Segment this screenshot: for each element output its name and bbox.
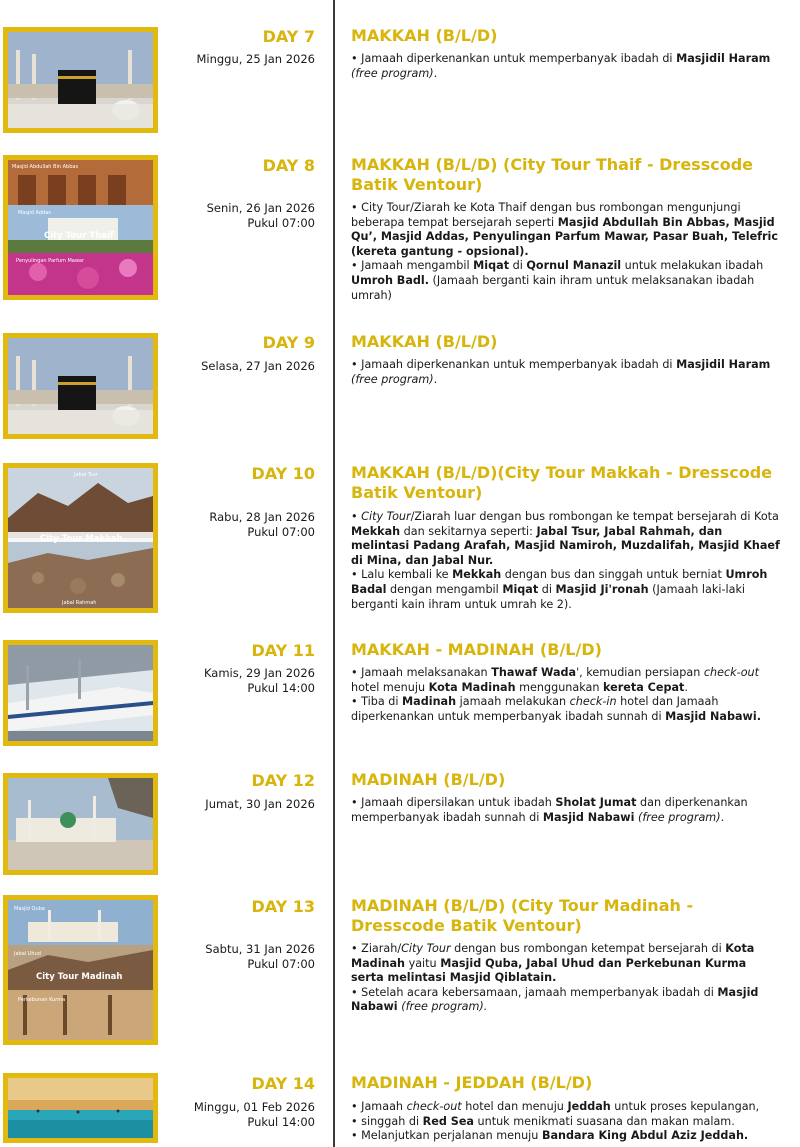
image-caption: City Tour Madinah (36, 972, 123, 982)
image-label: Perkebunan Kurma (18, 997, 66, 1003)
bullet-text: Masjidil Haram (676, 52, 771, 65)
bullet-point (351, 568, 781, 612)
date-text: Kamis, 29 Jan 2026 (203, 666, 315, 680)
bullet-text: /Ziarah luar dengan bus rombongan ke tempat bersejarah di Kota (410, 510, 779, 523)
kaaba-image (3, 27, 158, 133)
bullet-text: • Jamaah (351, 1100, 407, 1113)
itinerary-day-14 (0, 1070, 800, 1147)
itinerary-day-13 (0, 895, 800, 1070)
bullet-text: untuk melakukan ibadah (621, 259, 764, 273)
bullet-text: • City Tour/Ziarah ke Kota Thaif dengan bus rombongan mengunjungi beberapa tempat bersejarah seperti (351, 201, 741, 229)
bullet-text: • Jamaah mengambil (351, 259, 474, 273)
high-speed-train-image (3, 640, 158, 746)
bullet-text: Masjid Nabawi (542, 810, 635, 824)
bullet-text: ', kemudian persiapan (576, 666, 704, 679)
bullet-text: Masjidil Haram (676, 358, 771, 371)
bullet-text: dengan bus dan singgah untuk berniat (501, 568, 726, 582)
day-date (194, 1100, 315, 1130)
day-description (351, 666, 781, 724)
bullet-text: . (684, 680, 688, 694)
bullet-point (351, 986, 781, 1015)
bullet-text: di (509, 259, 527, 273)
bullet-point (351, 201, 781, 259)
masjid-nabawi-image (3, 773, 158, 875)
day-number: DAY 11 (251, 641, 315, 660)
bullet-text: hotel dan Jamaah diperkenankan untuk memperbanyak ibadah sunnah di (351, 695, 719, 723)
bullet-text: Jeddah (567, 1100, 611, 1113)
bullet-text: Qornul Manazil (526, 259, 622, 273)
day-number: DAY 7 (262, 27, 315, 46)
bullet-text: Red Sea (422, 1114, 474, 1128)
bullet-text: • (351, 510, 362, 523)
day-title: MADINAH (B/L/D) (351, 770, 506, 789)
bullet-text: Bandara King Abdul Aziz Jeddah. (541, 1129, 749, 1143)
bullet-text: jamaah melakukan (456, 695, 570, 709)
bullet-text: • Jamaah diperkenankan untuk memperbanyak ibadah di (351, 52, 677, 65)
day-title: MAKKAH (B/L/D) (City Tour Thaif - Dresscode Batik Ventour) (351, 155, 753, 194)
bullet-text: check-in (569, 695, 617, 709)
bullet-text: (free program) (637, 810, 721, 824)
day-date (205, 942, 315, 972)
bullet-text: • Setelah acara kebersamaan, jamaah memperbanyak ibadah di (351, 985, 718, 999)
bullet-text: • singgah di (351, 1114, 423, 1128)
day-description (351, 1100, 781, 1144)
itinerary-day-11 (0, 640, 800, 770)
itinerary-day-7 (0, 0, 800, 140)
date-text: Jumat, 30 Jan 2026 (205, 797, 315, 811)
bullet-text: Kota Madinah (351, 942, 755, 970)
day-date (201, 359, 315, 374)
time-text: Pukul 14:00 (247, 681, 315, 695)
city-tour-makkah-image (3, 463, 158, 613)
day-date (204, 666, 315, 696)
time-text: Pukul 07:00 (247, 525, 315, 539)
bullet-text: Mekkah (452, 568, 502, 582)
red-sea-image (3, 1073, 158, 1143)
day-number: DAY 10 (251, 464, 315, 483)
bullet-point (351, 52, 781, 81)
city-tour-madinah-image (3, 895, 158, 1045)
date-text: Rabu, 28 Jan 2026 (209, 510, 315, 524)
image-label: Penyulingan Parfum Mawar (16, 258, 85, 264)
bullet-text: Miqat (502, 582, 539, 596)
bullet-text: • Lalu kembali ke (351, 568, 453, 582)
itinerary-day-10 (0, 460, 800, 640)
day-number: DAY 8 (262, 156, 315, 175)
bullet-point (351, 796, 781, 825)
bullet-text: dan sekitarnya seperti: (400, 524, 537, 538)
bullet-text: Umroh Badal (351, 568, 768, 596)
day-date (207, 201, 315, 231)
bullet-text: . (720, 810, 725, 824)
bullet-text: hotel menuju (351, 680, 429, 694)
image-label: Masjid Abdullah Bin Abbas (12, 164, 79, 170)
bullet-text: kereta Cepat (603, 680, 685, 694)
day-number: DAY 12 (251, 771, 315, 790)
date-text: Sabtu, 31 Jan 2026 (205, 942, 315, 956)
day-title: MAKKAH (B/L/D) (351, 26, 498, 45)
bullet-text: City Tour (361, 510, 411, 523)
bullet-text: check-out (703, 666, 760, 679)
image-label: Jabal Tsur (74, 472, 98, 478)
day-number: DAY 9 (262, 333, 315, 352)
bullet-point (351, 695, 781, 724)
day-title: MAKKAH (B/L/D)(City Tour Makkah - Dresscode Batik Ventour) (351, 463, 773, 502)
bullet-text: Masjid Quba, Jabal Uhud dan Perkebunan Kurma serta melintasi Masjid Qiblatain. (351, 956, 747, 985)
bullet-text: (Jamaah laki-laki berganti kain ihram untuk umrah ke 2). (351, 582, 746, 611)
bullet-text: hotel dan menuju (461, 1100, 568, 1113)
bullet-text: Sholat Jumat (555, 796, 637, 809)
bullet-text: Umroh Badl. (351, 273, 429, 287)
bullet-text: dan diperkenankan memperbanyak ibadah sunnah di (351, 796, 748, 824)
image-label: Masjid Quba (14, 906, 45, 912)
bullet-text: • Melanjutkan perjalanan menuju (351, 1129, 542, 1143)
bullet-point (351, 942, 781, 986)
image-label: Jabal Rahmah (62, 600, 97, 606)
bullet-text: • Jamaah melaksanakan (351, 666, 492, 679)
day-number: DAY 13 (251, 897, 315, 916)
day-date (196, 52, 315, 67)
day-number: DAY 14 (251, 1074, 315, 1093)
bullet-text: check-out (406, 1100, 462, 1113)
bullet-point (351, 1100, 781, 1115)
bullet-text: Masjid Nabawi. (665, 709, 761, 723)
bullet-text: (free program) (351, 66, 434, 80)
bullet-text: Kota Madinah (428, 680, 516, 694)
bullet-text: Jabal Tsur, Jabal Rahmah, dan melintasi Padang Arafah, Masjid Namiroh, Muzdalifah, Masjid Khaef di Mina, dan Jabal Nur. (351, 524, 780, 567)
day-description (351, 796, 781, 825)
day-description (351, 52, 781, 81)
bullet-text: . (433, 372, 438, 386)
bullet-text: untuk menikmati suasana dan makan malam. (473, 1114, 735, 1128)
bullet-text: (free program). (401, 1000, 488, 1014)
bullet-text: Madinah (402, 695, 457, 709)
image-label: Masjid Addas (18, 210, 51, 216)
bullet-text: Masjid Abdullah Bin Abbas, Masjid Qu’, Masjid Addas, Penyulingan Parfum Mawar, Pasar Buah, Telefric (kereta gantung - opsional). (351, 215, 779, 258)
itinerary-day-12 (0, 770, 800, 900)
day-date (209, 510, 315, 540)
bullet-point (351, 1115, 781, 1130)
bullet-text: • Jamaah dipersilakan untuk ibadah (351, 796, 556, 809)
bullet-text: yaitu (405, 956, 441, 970)
day-description (351, 942, 781, 1015)
day-date (205, 797, 315, 812)
itinerary-day-9 (0, 320, 800, 460)
bullet-text: untuk proses kepulangan, (610, 1100, 760, 1113)
bullet-point (351, 666, 781, 695)
bullet-text: menggunakan (515, 680, 604, 694)
date-text: Senin, 26 Jan 2026 (206, 201, 315, 215)
bullet-text: dengan bus rombongan ketempat bersejarah di (450, 942, 726, 955)
time-text: Pukul 07:00 (247, 957, 315, 971)
bullet-point (351, 1129, 781, 1144)
bullet-text: . (433, 66, 438, 80)
bullet-text: dengan mengambil (386, 582, 503, 596)
time-text: Pukul 07:00 (247, 216, 315, 230)
day-title: MAKKAH (B/L/D) (351, 332, 498, 351)
bullet-text: • Jamaah diperkenankan untuk memperbanyak ibadah di (351, 358, 677, 371)
image-caption: City Tour Thaif (44, 231, 114, 241)
city-tour-thaif-image (3, 155, 158, 300)
date-text: Minggu, 25 Jan 2026 (196, 52, 315, 66)
bullet-text: • Ziarah/ (351, 942, 402, 955)
bullet-text: Miqat (473, 259, 510, 273)
bullet-text: Masjid Nabawi (351, 985, 759, 1014)
image-label: Jabal Uhud (14, 951, 41, 957)
day-description (351, 358, 781, 387)
day-title: MADINAH - JEDDAH (B/L/D) (351, 1073, 593, 1092)
bullet-point (351, 358, 781, 387)
day-description (351, 201, 781, 303)
image-caption: City Tour Makkah (40, 534, 123, 544)
bullet-text: (free program) (351, 372, 434, 386)
bullet-text: Masjid Ji'ronah (555, 582, 649, 596)
kaaba-image (3, 333, 158, 439)
bullet-point (351, 259, 781, 303)
time-text: Pukul 14:00 (247, 1115, 315, 1129)
bullet-text: Thawaf Wada (491, 666, 577, 679)
date-text: Minggu, 01 Feb 2026 (193, 1100, 315, 1114)
bullet-text: Mekkah (351, 524, 401, 538)
bullet-text: di (538, 582, 556, 596)
itinerary-day-8 (0, 140, 800, 320)
date-text: Selasa, 27 Jan 2026 (201, 359, 315, 373)
bullet-point (351, 510, 781, 568)
day-title: MAKKAH - MADINAH (B/L/D) (351, 640, 602, 659)
day-description (351, 510, 781, 612)
bullet-text: • Tiba di (351, 695, 403, 709)
day-title: MADINAH (B/L/D) (City Tour Madinah - Dresscode Batik Ventour) (351, 896, 694, 935)
bullet-text: (Jamaah berganti kain ihram untuk melaksanakan ibadah umrah) (351, 273, 755, 302)
bullet-text: City Tour (401, 942, 451, 955)
